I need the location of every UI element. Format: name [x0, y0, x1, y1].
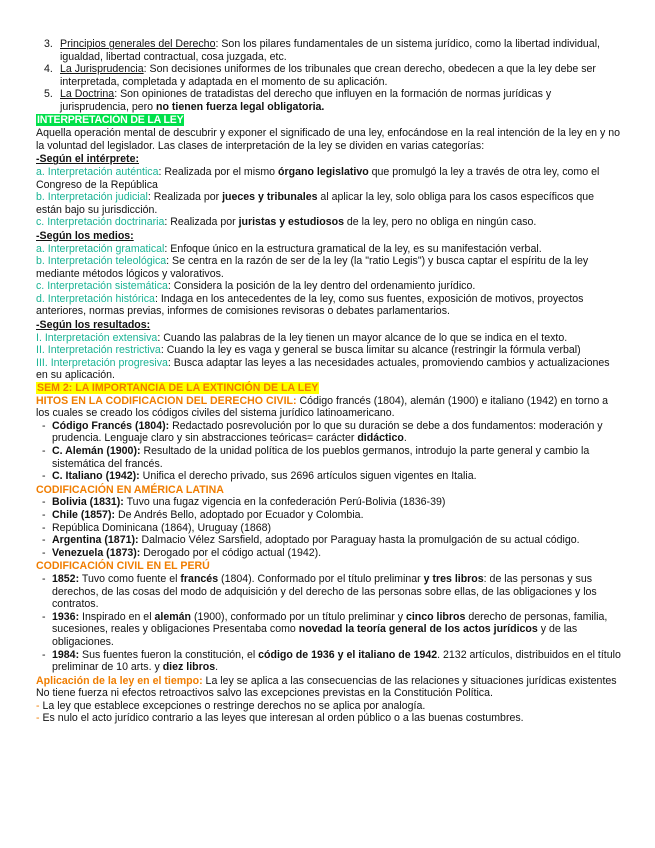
item-prefix: a.: [36, 165, 48, 178]
country-text: Dalmacio Vélez Sarsfield, adoptado por Paraguay hasta la promulgación de su actual código.: [138, 534, 580, 547]
item-prefix: I.: [36, 331, 45, 344]
item-text: : Realizada por: [164, 216, 239, 229]
code-bold: novedad la teoría general de los actos jurídicos: [298, 623, 538, 636]
list-item: - 1936: Inspirado en el alemán (1900), conformado por un título preliminar y cinco libros derecho de personas, familia, sucesiones, reales y obligaciones Presentaba como novedad la teoría general de los actos jurídicos y de las obligaciones.: [42, 610, 608, 648]
item-text: al aplicar la ley, solo obliga para los casos específicos que están bajo su jurisdicción.: [36, 191, 595, 216]
list-item: [36, 38, 622, 63]
list-item: [36, 63, 622, 88]
code-name: C. Italiano (1942):: [52, 470, 140, 483]
rule-item: [36, 700, 622, 713]
country-text: De Andrés Bello, adoptado por Ecuador y Colombia.: [115, 508, 364, 521]
interp-item: [36, 216, 622, 229]
code-name: C. Alemán (1900):: [52, 445, 141, 457]
item-text: : Busca adaptar las leyes a las necesidades actuales, promoviendo cambios y actualizaciones en su aplicación.: [36, 356, 610, 382]
item-text: : Indaga en los antecedentes de la ley, como sus fuentes, exposición de motivos, proyectos anteriores, normas previas, informes de comisiones revisoras o debates parlamentarios.: [36, 292, 584, 318]
item-prefix: III.: [36, 356, 51, 369]
code-bold: cinco libros: [405, 610, 466, 623]
item-prefix: c.: [36, 280, 48, 293]
code-year: 1984:: [52, 648, 80, 661]
code-text: y de las obligaciones.: [52, 623, 578, 648]
code-text: . 2132 artículos, distribuidos en el título preliminar de 10 arts. y: [52, 648, 621, 674]
item-prefix: b.: [36, 191, 48, 204]
code-bold: francés: [180, 572, 219, 585]
code-text: derecho de personas, familia, sucesiones, reales y obligaciones Presentaba como: [52, 610, 608, 636]
document-page: [36, 38, 622, 725]
code-text: Unifica el derecho privado, sus 2696 artículos siguen vigentes en Italia.: [139, 470, 477, 483]
list-item: - 1984: Sus fuentes fueron la constitución, el código de 1936 y el italiano de 1942. 2132 artículos, distribuidos en el título preliminar de 10 arts. y diez libros.: [42, 648, 621, 674]
latam-heading: CODIFICACIÓN EN AMÉRICA LATINA: [36, 483, 224, 496]
time-paragraph: [36, 675, 622, 700]
code-text: (1804). Conformado por el título preliminar: [218, 572, 424, 585]
item-label: Interpretación teleológica: [47, 255, 167, 268]
list-item: - Venezuela (1873): Derogado por el código actual (1942).: [42, 546, 322, 559]
item-text: : Enfoque único en la estructura gramatical de la ley, es su manifestación verbal.: [164, 242, 542, 255]
list-item: - C. Italiano (1942): Unifica el derecho privado, sus 2696 artículos siguen vigentes en Italia.: [42, 470, 477, 483]
item-label: Interpretación extensiva: [44, 331, 158, 344]
item-bold: juristas y estudiosos: [238, 216, 344, 229]
code-bold: didáctico: [357, 432, 404, 445]
item-text: : Realizada por el mismo: [158, 165, 279, 178]
list-item: - Argentina (1871): Dalmacio Vélez Sarsfield, adoptado por Paraguay hasta la promulgación de su actual código.: [42, 534, 580, 547]
code-text: Inspirado en el: [79, 610, 155, 623]
item-prefix: b.: [36, 255, 48, 268]
item-label: Interpretación progresiva: [50, 356, 168, 369]
rule-text: La ley que establece excepciones o restringe derechos no se aplica por analogía.: [42, 699, 426, 712]
list-item-title: La Doctrina: [60, 88, 115, 101]
list-item-bold: no tienen fuerza legal obligatoria.: [156, 100, 325, 113]
code-name: Código Francés (1804):: [52, 419, 170, 432]
item-prefix: c.: [36, 216, 48, 229]
list-item-title: La Jurisprudencia: [60, 63, 144, 76]
country-name: Venezuela (1873):: [52, 546, 141, 559]
peru-heading: CODIFICACIÓN CIVIL EN EL PERÚ: [36, 560, 210, 573]
country-text: Tuvo una fugaz vigencia en la confederación Perú-Bolivia (1836-39): [123, 496, 446, 509]
list-item: - Código Francés (1804): Redactado posrevolución por lo que su duración se debe a dos fundamentos: moderación y prudencia. Lenguaje claro y sin abstracciones teóricas= carácter didáctico.: [42, 419, 603, 445]
hitos-text: Código francés (1804), alemán (1900) e italiano (1942) en torno a los cuales se creado los códigos civiles del sistema jurídico latinoamericano.: [36, 394, 609, 420]
code-text: (1900), conformado por un título preliminar y: [191, 610, 406, 623]
section-heading-interpretacion: [36, 114, 622, 127]
item-prefix: d.: [36, 292, 48, 305]
list-item-text: : Son los pilares fundamentales de un sistema jurídico, como la libertad individual, igualdad, libertad contractual, cosa juzgada, etc.: [60, 38, 600, 63]
list-item: - República Dominicana (1864), Uruguay (1868): [42, 521, 272, 534]
code-text: Sus fuentes fueron la constitución, el: [79, 648, 259, 661]
list-item: - C. Alemán (1900): Resultado de la unidad política de los pueblos germanos, introdujo la parte general y cambio la sistemática del francés.: [42, 445, 590, 470]
code-text: .: [215, 661, 219, 674]
item-label: Interpretación doctrinaria: [47, 216, 165, 229]
list-item-title: Principios generales del Derecho: [60, 38, 216, 50]
country-name: Bolivia (1831):: [52, 496, 124, 509]
code-bold: alemán: [154, 610, 192, 623]
code-text: Resultado de la unidad política de los pueblos germanos, introdujo la parte general y cambio la sistemática del francés.: [52, 445, 590, 470]
heading-text: SEM 2: LA IMPORTANCIA DE LA EXTINCIÓN DE LA LEY: [37, 382, 319, 395]
item-bold: jueces y tribunales: [222, 191, 318, 204]
latam-list: [36, 496, 622, 559]
subsection-title: -Según los medios:: [36, 229, 134, 242]
item-prefix: II.: [36, 344, 48, 357]
list-item: - Bolivia (1831): Tuvo una fugaz vigencia en la confederación Perú-Bolivia (1836-39): [42, 496, 446, 509]
code-year: 1852:: [52, 572, 80, 585]
interp-item: [36, 255, 622, 280]
interp-item: [36, 344, 622, 357]
rule-dash: -: [36, 712, 43, 725]
item-label: Interpretación judicial: [47, 191, 148, 204]
item-text: : Cuando la ley es vaga y general se busca limitar su alcance (restringir la fórmula verbal): [160, 344, 581, 357]
interp-item: [36, 166, 622, 191]
subsection-title: -Según los resultados:: [36, 319, 151, 332]
code-bold: diez libros: [162, 661, 216, 674]
item-text: : Cuando las palabras de la ley tienen un mayor alcance de lo que se indica en el texto.: [157, 331, 568, 344]
country-text: República Dominicana (1864), Uruguay (1868): [52, 521, 272, 534]
code-text: Redactado posrevolución por lo que su duración se debe a dos fundamentos: moderación y prudencia. Lenguaje claro y sin abstracciones teóricas= carácter: [52, 419, 603, 445]
list-number: 4.: [44, 63, 53, 76]
rule-dash: -: [36, 699, 43, 712]
interp-item: [36, 191, 622, 216]
interp-item: [36, 332, 622, 345]
interp-item: [36, 357, 622, 382]
hitos-paragraph: [36, 395, 622, 420]
subsection-title: -Según el intérprete:: [36, 153, 140, 166]
time-text: La ley se aplica a las consecuencias de las relaciones y situaciones jurídicas existentes No tiene fuerza ni efectos retroactivos salvo las excepciones previstas en la Constitución Política.: [36, 674, 617, 700]
code-bold: y tres libros: [423, 572, 484, 585]
country-text: Derogado por el código actual (1942).: [140, 546, 322, 559]
list-number: 5.: [44, 88, 53, 101]
list-item: - Chile (1857): De Andrés Bello, adoptado por Ecuador y Colombia.: [42, 508, 364, 521]
interp-item: [36, 293, 622, 318]
heading-text: INTERPRETACIÓN DE LA LEY: [37, 113, 184, 126]
list-item-text: : Son opiniones de tratadistas del derecho que influyen en la formación de normas jurídicas y jurisprudencia, pero: [60, 88, 552, 113]
code-text: .: [403, 432, 407, 445]
list-item: [36, 88, 622, 113]
list-number: 3.: [44, 38, 53, 50]
item-bold: órgano legislativo: [278, 165, 369, 178]
code-bold: código de 1936 y el italiano de 1942: [258, 648, 438, 661]
list-item: - 1852: Tuvo como fuente el francés (1804). Conformado por el título preliminar y tres libros: de las personas y sus derechos, de las cosas del modo de adquisición y del derecho de las personas sobre ellas, de las obligaciones y los contratos.: [42, 572, 597, 611]
hitos-label: HITOS EN LA CODIFICACION DEL DERECHO CIVIL:: [36, 394, 297, 407]
item-label: Interpretación auténtica: [47, 165, 159, 178]
item-label: Interpretación sistemática: [47, 280, 168, 293]
code-text: : de las personas y sus derechos, de las cosas del modo de adquisición y del derecho de las personas sobre ellas, de las obligaciones y los contratos.: [52, 572, 597, 611]
rule-item: [36, 712, 622, 725]
item-prefix: a.: [36, 242, 48, 255]
interp-item: [36, 243, 622, 256]
time-label: Aplicación de la ley en el tiempo:: [36, 674, 203, 687]
item-text: que promulgó la ley a través de otra ley, como el Congreso de la República: [36, 165, 600, 191]
item-label: Interpretación restrictiva: [47, 344, 161, 357]
section-heading-sem2: [36, 382, 622, 395]
rule-text: Es nulo el acto jurídico contrario a las leyes que interesan al orden público o a las buenas costumbres.: [42, 712, 524, 725]
list-item-text: : Son decisiones uniformes de los tribunales que crean derecho, obedecen a que la ley debe ser interpretada, completada y adaptada en el momento de su aplicación.: [60, 63, 596, 88]
interp-item: [36, 280, 622, 293]
peru-list: [36, 573, 622, 674]
item-text: de la ley, pero no obliga en ningún caso.: [343, 216, 537, 229]
sources-list: [36, 38, 622, 114]
item-text: : Realizada por: [147, 191, 223, 204]
country-name: Chile (1857):: [52, 508, 115, 521]
intro-paragraph: Aquella operación mental de descubrir y exponer el significado de una ley, enfocándose en la real intención de la ley en y no la voluntad del legislador. Las clases de interpretación de la ley se dividen en varias categorías:: [36, 127, 621, 152]
codes-list: [36, 420, 622, 483]
item-label: Interpretación histórica: [47, 292, 155, 305]
item-text: : Se centra en la razón de ser de la ley (la "ratio Legis") y busca captar el espíritu de la ley mediante métodos lógicos y valorativos.: [36, 255, 589, 280]
country-name: Argentina (1871):: [52, 534, 139, 547]
code-text: Tuvo como fuente el: [79, 572, 181, 585]
code-year: 1936:: [52, 610, 80, 623]
item-text: : Considera la posición de la ley dentro del ordenamiento jurídico.: [167, 280, 476, 293]
item-label: Interpretación gramatical: [47, 242, 165, 255]
